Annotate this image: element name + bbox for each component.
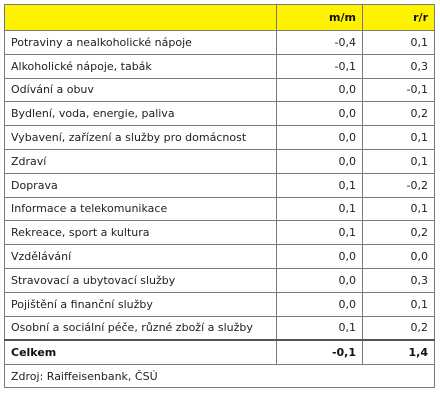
row-mm-value: 0,1 — [277, 197, 363, 221]
table-row — [5, 316, 435, 340]
total-mm-value: -0,1 — [277, 340, 363, 364]
inflation-table-container — [4, 4, 434, 388]
row-rr-value: -0,2 — [363, 173, 435, 197]
row-mm-value: 0,0 — [277, 245, 363, 269]
table-source-row — [5, 365, 435, 388]
table-row — [5, 173, 435, 197]
row-mm-value: 0,1 — [277, 316, 363, 340]
header-mm: m/m — [277, 5, 363, 31]
table-row — [5, 54, 435, 78]
row-rr-value: 0,3 — [363, 54, 435, 78]
header-category — [5, 5, 277, 31]
row-mm-value: 0,1 — [277, 173, 363, 197]
table-row — [5, 221, 435, 245]
row-label: Osobní a sociální péče, různé zboží a služby — [5, 316, 277, 340]
row-mm-value: 0,0 — [277, 149, 363, 173]
row-label: Zdraví — [5, 149, 277, 173]
row-label: Potraviny a nealkoholické nápoje — [5, 31, 277, 55]
row-rr-value: 0,2 — [363, 102, 435, 126]
row-label: Vzdělávání — [5, 245, 277, 269]
table-row — [5, 268, 435, 292]
row-rr-value: 0,1 — [363, 126, 435, 150]
row-mm-value: 0,0 — [277, 102, 363, 126]
table-row — [5, 126, 435, 150]
table-row — [5, 78, 435, 102]
row-label: Alkoholické nápoje, tabák — [5, 54, 277, 78]
row-mm-value: 0,0 — [277, 126, 363, 150]
row-rr-value: 0,2 — [363, 221, 435, 245]
table-row — [5, 31, 435, 55]
table-total-row — [5, 340, 435, 364]
row-mm-value: 0,0 — [277, 292, 363, 316]
row-rr-value: 0,1 — [363, 292, 435, 316]
row-label: Doprava — [5, 173, 277, 197]
row-label: Odívání a obuv — [5, 78, 277, 102]
row-label: Stravovací a ubytovací služby — [5, 268, 277, 292]
row-rr-value: 0,0 — [363, 245, 435, 269]
table-header-row — [5, 5, 435, 31]
row-label: Pojištění a finanční služby — [5, 292, 277, 316]
row-label: Bydlení, voda, energie, paliva — [5, 102, 277, 126]
header-rr: r/r — [363, 5, 435, 31]
row-mm-value: 0,1 — [277, 221, 363, 245]
total-label: Celkem — [5, 340, 277, 364]
row-rr-value: 0,1 — [363, 197, 435, 221]
row-label: Rekreace, sport a kultura — [5, 221, 277, 245]
row-mm-value: 0,0 — [277, 78, 363, 102]
row-mm-value: 0,0 — [277, 268, 363, 292]
total-rr-value: 1,4 — [363, 340, 435, 364]
row-rr-value: 0,2 — [363, 316, 435, 340]
inflation-table — [4, 4, 435, 388]
table-row — [5, 245, 435, 269]
row-rr-value: 0,1 — [363, 31, 435, 55]
row-rr-value: 0,3 — [363, 268, 435, 292]
row-label: Vybavení, zařízení a služby pro domácnost — [5, 126, 277, 150]
row-label: Informace a telekomunikace — [5, 197, 277, 221]
row-mm-value: -0,4 — [277, 31, 363, 55]
source-note: Zdroj: Raiffeisenbank, ČSÚ — [5, 365, 435, 388]
table-row — [5, 102, 435, 126]
table-row — [5, 149, 435, 173]
row-mm-value: -0,1 — [277, 54, 363, 78]
table-row — [5, 197, 435, 221]
table-row — [5, 292, 435, 316]
row-rr-value: -0,1 — [363, 78, 435, 102]
row-rr-value: 0,1 — [363, 149, 435, 173]
